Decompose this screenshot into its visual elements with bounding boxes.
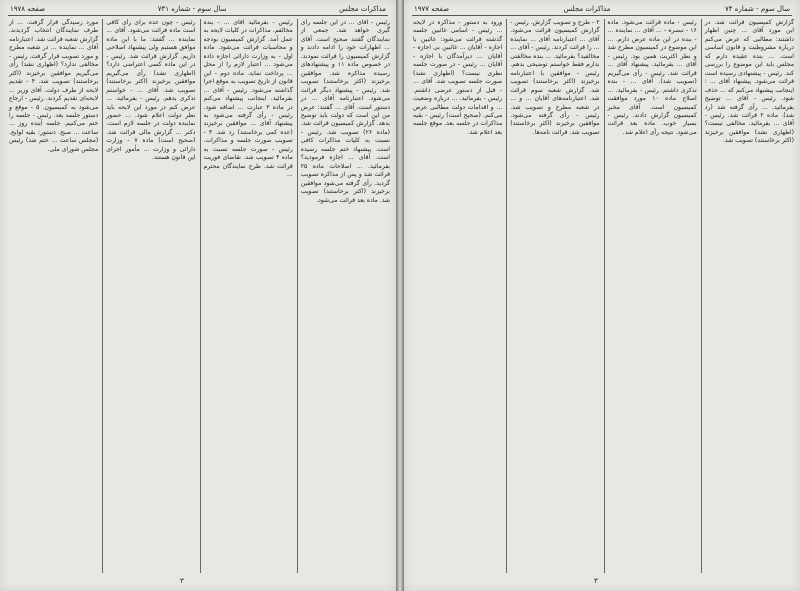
left-header-right: مذاکرات مجلس: [339, 4, 386, 13]
right-page-columns: [410, 19, 794, 573]
left-column-4-text: مورد رسیدگی قرار گرفت. ... از طرف نمایندگان انتخاب گردیدند. گزارش شعبه قرائت شد. اعتبارنامه آقای ... نماینده ... در شعبه مطرح و مورد تصویب قرار گرفت. رئیس - مخالفی ندارد؟ (اظهاری نشد) رأی می‌گیریم موافقین برخیزند (اکثر برخاستند) تصویب شد. ۴ - تقدیم لایحه از طرف دولت. آقای وزیر ... لایحه‌ای تقدیم کردند. رئیس - ارجاع می‌شود به کمیسیون. ۵ - موقع و دستور جلسه بعد. رئیس - جلسه را ختم می‌کنیم. جلسه آینده روز ... ساعت ... صبح. دستور: بقیه لوایح. (مجلس ساعت ... ختم شد) رئیس مجلس شورای ملی.: [9, 19, 99, 153]
right-header-center: مذاکرات مجلس: [563, 4, 611, 13]
right-header-right: سال سوم - شماره ۷۴: [725, 4, 790, 13]
right-column-3-text: ۲ - طرح و تصویب گزارش. رئیس - گزارش کمیسیون قرائت می‌شود. آقای ... اعتبارنامه آقای ... نماینده ... را قرائت کردند. رئیس - آقای ... مخالفید؟ بفرمائید. ... بنده مخالفتی ندارم فقط خواستم توضیحی بدهم. رئیس - موافقین با اعتبارنامه برخیزند (اکثر برخاستند) تصویب شد. گزارش شعبه سوم قرائت شد. اعتبارنامه‌های آقایان ... و ... در شعبه مطرح و تصویب شد. رئیس - رأی گرفته می‌شود. موافقین برخیزند (اکثر برخاستند) تصویب شد. قرائت نامه‌ها.: [510, 19, 600, 136]
right-column-4: [410, 19, 502, 573]
left-column-2: [200, 19, 293, 573]
right-column-1-text: گزارش کمیسیون قرائت شد. در این مورد آقای ... چنین اظهار داشتند: مطالبی که عرض می‌کنم درباره مشروطیت و قانون اساسی است. ... بنده عقیده دارم که مجلس باید این موضوع را بررسی کند. رئیس - پیشنهادی رسیده است قرائت می‌شود. پیشنهاد آقای ... : اینجانب پیشنهاد می‌کنم که ... حذف شود. رئیس - آقای ... توضیح بفرمائید. ... رأی گرفته شد (رد شد). ماده ۲ قرائت شد. رئیس - آقای ... بفرمائید. مخالفی نیست؟ (اظهاری نشد) موافقین برخیزند (اکثر برخاستند) تصویب شد.: [704, 19, 794, 145]
left-page-header: [8, 2, 388, 16]
right-column-1: [701, 19, 794, 573]
book-gutter: [396, 0, 404, 591]
right-page-footer: ۳: [594, 577, 598, 585]
left-column-3-text: رئیس - چون عده برای رأی کافی است ماده قرائت می‌شود. آقای ... نماینده ... گفتند: ما با این ماده موافق هستیم ولی پیشنهاد اصلاحی داریم. گزارش قرائت شد. رئیس - در این ماده کسی اعتراضی دارد؟ (اظهاری نشد) رأی می‌گیریم موافقین برخیزند (اکثر برخاستند) تصویب شد. آقای ... - خواستم تذکری بدهم. رئیس - بفرمائید. ... عرض کنم در مورد این لایحه باید نظر دولت اعلام شود. ... حضور نماینده دولت در جلسه لازم است. دکتر ... گزارش مالی قرائت شد. (صحیح است) ماده ۷ - وزارت دارائی و وزارت ... مأمور اجرای این قانون هستند.: [106, 19, 196, 162]
left-column-2-text: رئیس - بفرمائید آقای ... - بنده مخالفم. مذاکرات در کلیات لایحه به عمل آمد. گزارش کمیسیون بودجه و محاسبات قرائت می‌شود. ماده اول - به وزارت دارائی اجازه داده می‌شود ... اعتبار لازم را از محل ... پرداخت نماید. ماده دوم - این قانون از تاریخ تصویب به موقع اجرا گذاشته می‌شود. رئیس - آقای ... بفرمائید. اینجانب پیشنهاد می‌کنم در ماده ۳ عبارت ... اضافه شود. رئیس - رأی گرفته می‌شود به پیشنهاد آقای ... موافقین برخیزند (عده کمی برخاستند) رد شد. ۳ - تصویب صورت جلسه و مذاکرات. رئیس - صورت جلسه نسبت به ماده ۴ تصویب شد. تقاضای فوریت قرائت شد. طرح نمایندگان محترم ...: [203, 19, 293, 179]
left-column-1-text: رئیس - آقای ... در این جلسه رأی گیری خواهد شد. جمعی از نمایندگان گفتند صحیح است. آقای ... اظهارات خود را ادامه دادند و گزارش کمیسیون را قرائت نمودند. در خصوص ماده ۱۱ و پیشنهادهای رسیده مذاکره شد. موافقین برخیزند (اکثر برخاستند) تصویب شد. رئیس - پیشنهاد دیگر قرائت می‌شود. اعتبارنامه آقای ... در دستور است. آقای ... گفتند: عرض من این است که دولت باید توضیح بدهد. گزارش کمیسیون قرائت شد. (ماده ۲۶) تصویب شد. رئیس - نسبت به کلیات مذاکرات کافی است. پیشنهاد ختم جلسه رسیده است. آقای ... اجازه فرمودید؟ بفرمائید. ... اصلاحات ماده ۲۵ قرائت شد و پس از مذاکره تصویب گردید. رأی گرفته می‌شود موافقین برخیزند (اکثر برخاستند) تصویب شد. ماده بعد قرائت می‌شود.: [300, 19, 390, 204]
left-column-1: [297, 19, 390, 573]
left-page-footer: ۳: [180, 577, 184, 585]
right-column-3: [506, 19, 599, 573]
left-page-columns: [6, 19, 390, 573]
right-page-header: [412, 2, 792, 16]
left-column-4: [6, 19, 98, 573]
left-header-center: سال سوم - شماره ۷۴۱: [157, 4, 227, 13]
left-column-3: [102, 19, 195, 573]
right-column-2-text: رئیس - ماده قرائت می‌شود. ماده ۱۶ - تبصره - ... آقای ... نماینده ... - بنده در این ماده عرض دارم. ... این موضوع در کمیسیون مطرح شد و نظر اکثریت همین بود. رئیس - آقای ... بفرمائید. پیشنهاد آقای ... قرائت شد. رئیس - رأی می‌گیریم (تصویب شد). آقای ... - بنده تذکری داشتم. رئیس - بفرمائید. ... اصلاح ماده ۱۰ مورد موافقت کمیسیون است. آقای مخبر کمیسیون گزارش دادند. رئیس - بسیار خوب. ماده بعد قرائت می‌شود. نتیجه رأی اعلام شد.: [607, 19, 697, 136]
right-page: [404, 0, 800, 591]
left-page: [0, 0, 396, 591]
right-column-2: [604, 19, 697, 573]
right-header-left: صفحه ۱۹۷۷: [414, 4, 450, 13]
left-header-left: صفحه ۱۹۷۸: [10, 4, 46, 13]
right-column-4-text: ورود به دستور - مذاکره در لایحه ... رئیس - اسامی غائبین جلسه گذشته قرائت می‌شود: غائبین با اجازه - آقایان ... غائبین بی اجازه - آقایان ... دیرآمدگان با اجازه - آقایان ... رئیس - در صورت جلسه نظری نیست؟ (اظهاری نشد) صورت جلسه تصویب شد. آقای ... - قبل از دستور عرضی داشتم. رئیس - بفرمائید. ... درباره وضعیت ... و اقدامات دولت مطالبی عرض می‌کنم. (صحیح است) رئیس - بقیه مذاکرات در جلسه بعد. موقع جلسه بعد اعلام شد.: [413, 19, 503, 136]
